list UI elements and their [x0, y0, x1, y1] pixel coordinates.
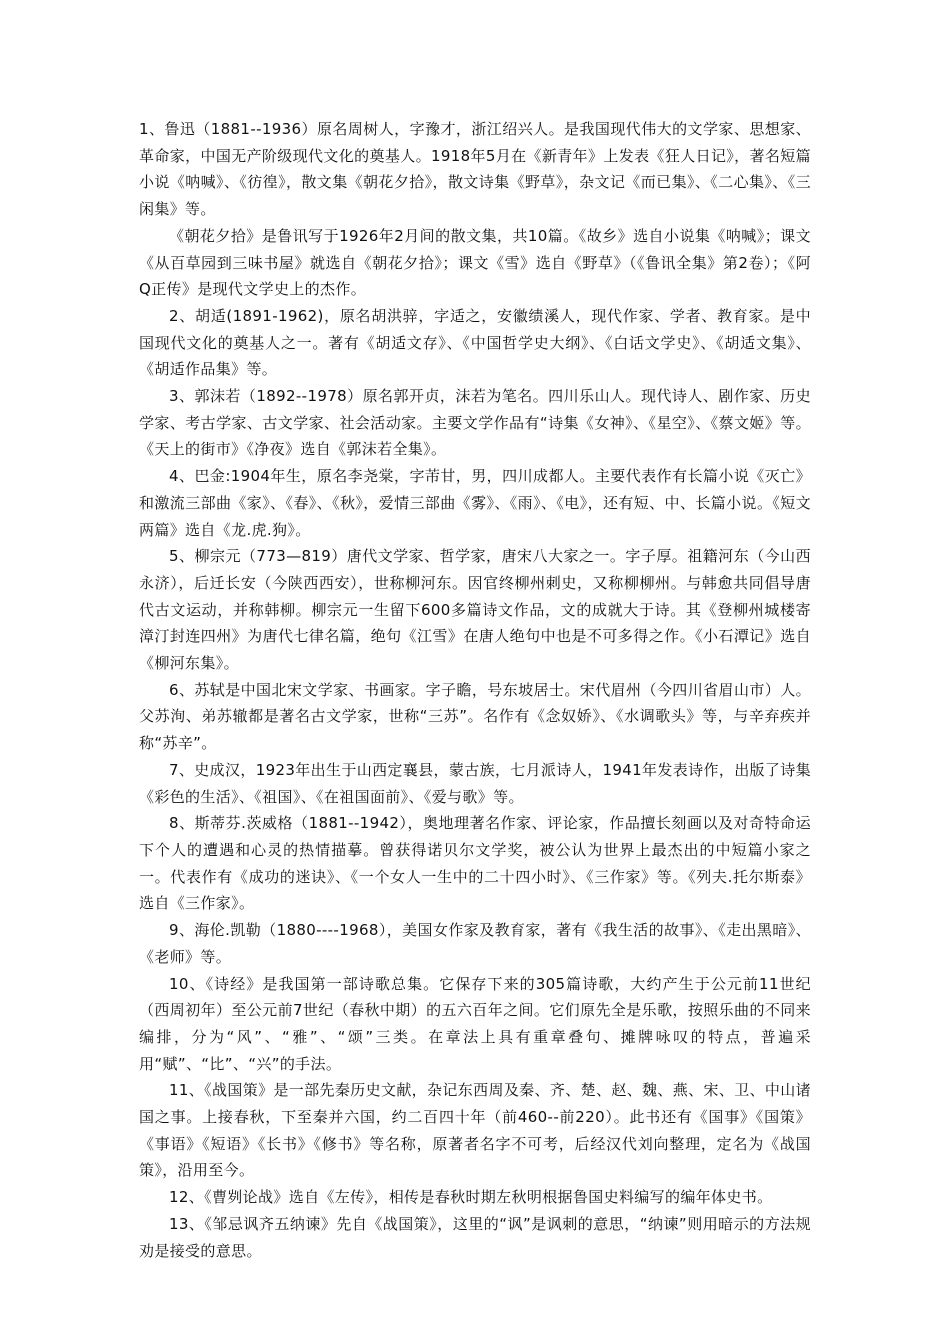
- paragraph-zhanguoce: 11、《战国策》是一部先秦历史文献，杂记东西周及秦、齐、楚、赵、魏、燕、宋、卫、中山诸国之事。上接春秋，下至秦并六国，约二百四十年（前460--前220）。此书还有《国事》《国策》《事语》《短语》《长书》《修书》等名称，原著者名字不可考，后经汉代刘向整理，定名为《战国策》，沿用至今。: [139, 1081, 811, 1180]
- paragraph-zhaohua-xishi: 《朝花夕拾》是鲁讯写于1926年2月间的散文集，共10篇。《故乡》选自小说集《呐喊》；课文《从百草园到三味书屋》就选自《朝花夕拾》；课文《雪》选自《野草》（《鲁讯全集》第2卷）；《阿Q正传》是现代文学史上的杰作。: [139, 226, 811, 299]
- paragraph-helen-keller: 9、海伦.凯勒（1880----1968），美国女作家及教育家，著有《我生活的故事》、《走出黑暗》、《老师》等。: [139, 921, 811, 966]
- paragraph-shi-chenghan: 7、史成汉，1923年出生于山西定襄县，蒙古族，七月派诗人，1941年发表诗作，出版了诗集《彩色的生活》、《祖国》、《在祖国面前》、《爱与歌》等。: [139, 760, 811, 806]
- paragraph-su-shi: 6、苏轼是中国北宋文学家、书画家。字子瞻，号东坡居士。宋代眉州（今四川省眉山市）人。父苏洵、弟苏辙都是著名古文学家，世称“三苏”。名作有《念奴娇》、《水调歌头》等，与辛弃疾并称“苏辛”。: [139, 680, 811, 753]
- paragraph-hu-shi: 2、胡适(1891-1962)，原名胡洪骍，字适之，安徽绩溪人，现代作家、学者、教育家。是中国现代文化的奠基人之一。著有《胡适文存》、《中国哲学史大纲》、《白话文学史》、《胡适文集》、《胡适作品集》等。: [139, 306, 811, 379]
- document-body: [139, 116, 811, 1264]
- paragraph-ba-jin: 4、巴金:1904年生，原名李尧棠，字芾甘，男，四川成都人。主要代表作有长篇小说《灭亡》和激流三部曲《家》、《春》、《秋》，爱情三部曲《雾》、《雨》、《电》，还有短、中、长篇小说。《短文两篇》选自《龙.虎.狗》。: [139, 467, 811, 539]
- paragraph-cao-gui: 12、《曹刿论战》选自《左传》，相传是春秋时期左秋明根据鲁国史料编写的编年体史书。: [169, 1188, 773, 1207]
- paragraph-shijing: 10、《诗经》是我国第一部诗歌总集。它保存下来的305篇诗歌，大约产生于公元前11世纪（西周初年）至公元前7世纪（春秋中期）的五六百年之间。它们原先全是乐歌，按照乐曲的不同来编排，分为“风”、“雅”、“颂”三类。在章法上具有重章叠句、摊牌咏叹的特点，普遍采用“赋”、“比”、“兴”的手法。: [139, 974, 811, 1073]
- paragraph-lu-xun: 1、鲁迅（1881--1936）原名周树人，字豫才，浙江绍兴人。是我国现代伟大的文学家、思想家、革命家，中国无产阶级现代文化的奠基人。1918年5月在《新青年》上发表《狂人日记》，著名短篇小说《呐喊》、《彷徨》，散文集《朝花夕拾》，散文诗集《野草》，杂文记《而已集》、《二心集》、《三闲集》等。: [139, 120, 811, 219]
- paragraph-liu-zongyuan: 5、柳宗元（773—819）唐代文学家、哲学家，唐宋八大家之一。字子厚。祖籍河东（今山西永济），后迁长安（今陕西西安），世称柳河东。因官终柳州刺史，又称柳柳州。与韩愈共同倡导唐代古文运动，并称韩柳。柳宗元一生留下600多篇诗文作品，文的成就大于诗。其《登柳州城楼寄漳汀封连四州》为唐代七律名篇，绝句《江雪》在唐人绝句中也是不可多得之作。《小石潭记》选自《柳河东集》。: [139, 547, 811, 673]
- paragraph-zou-ji: 13、《邹忌讽齐五纳谏》先自《战国策》，这里的“讽”是讽刺的意思，“纳谏”则用暗示的方法规劝是接受的意思。: [139, 1214, 811, 1260]
- paragraph-zweig: 8、斯蒂芬.茨威格（1881--1942），奥地理著名作家、评论家，作品擅长刻画以及对奇特命运下个人的遭遇和心灵的热情描摹。曾获得诺贝尔文学奖，被公认为世界上最杰出的中短篇小家之一。代表作有《成功的迷诀》、《一个女人一生中的二十四小时》、《三作家》等。《列夫.托尔斯泰》选自《三作家》。: [139, 814, 811, 913]
- paragraph-guo-moruo: 3、郭沫若（1892--1978）原名郭开贞，沫若为笔名。四川乐山人。现代诗人、剧作家、历史学家、考古学家、古文学家、社会活动家。主要文学作品有“诗集《女神》、《星空》、《蔡文姬》等。《天上的街市》《净夜》选自《郭沫若全集》。: [139, 387, 811, 459]
